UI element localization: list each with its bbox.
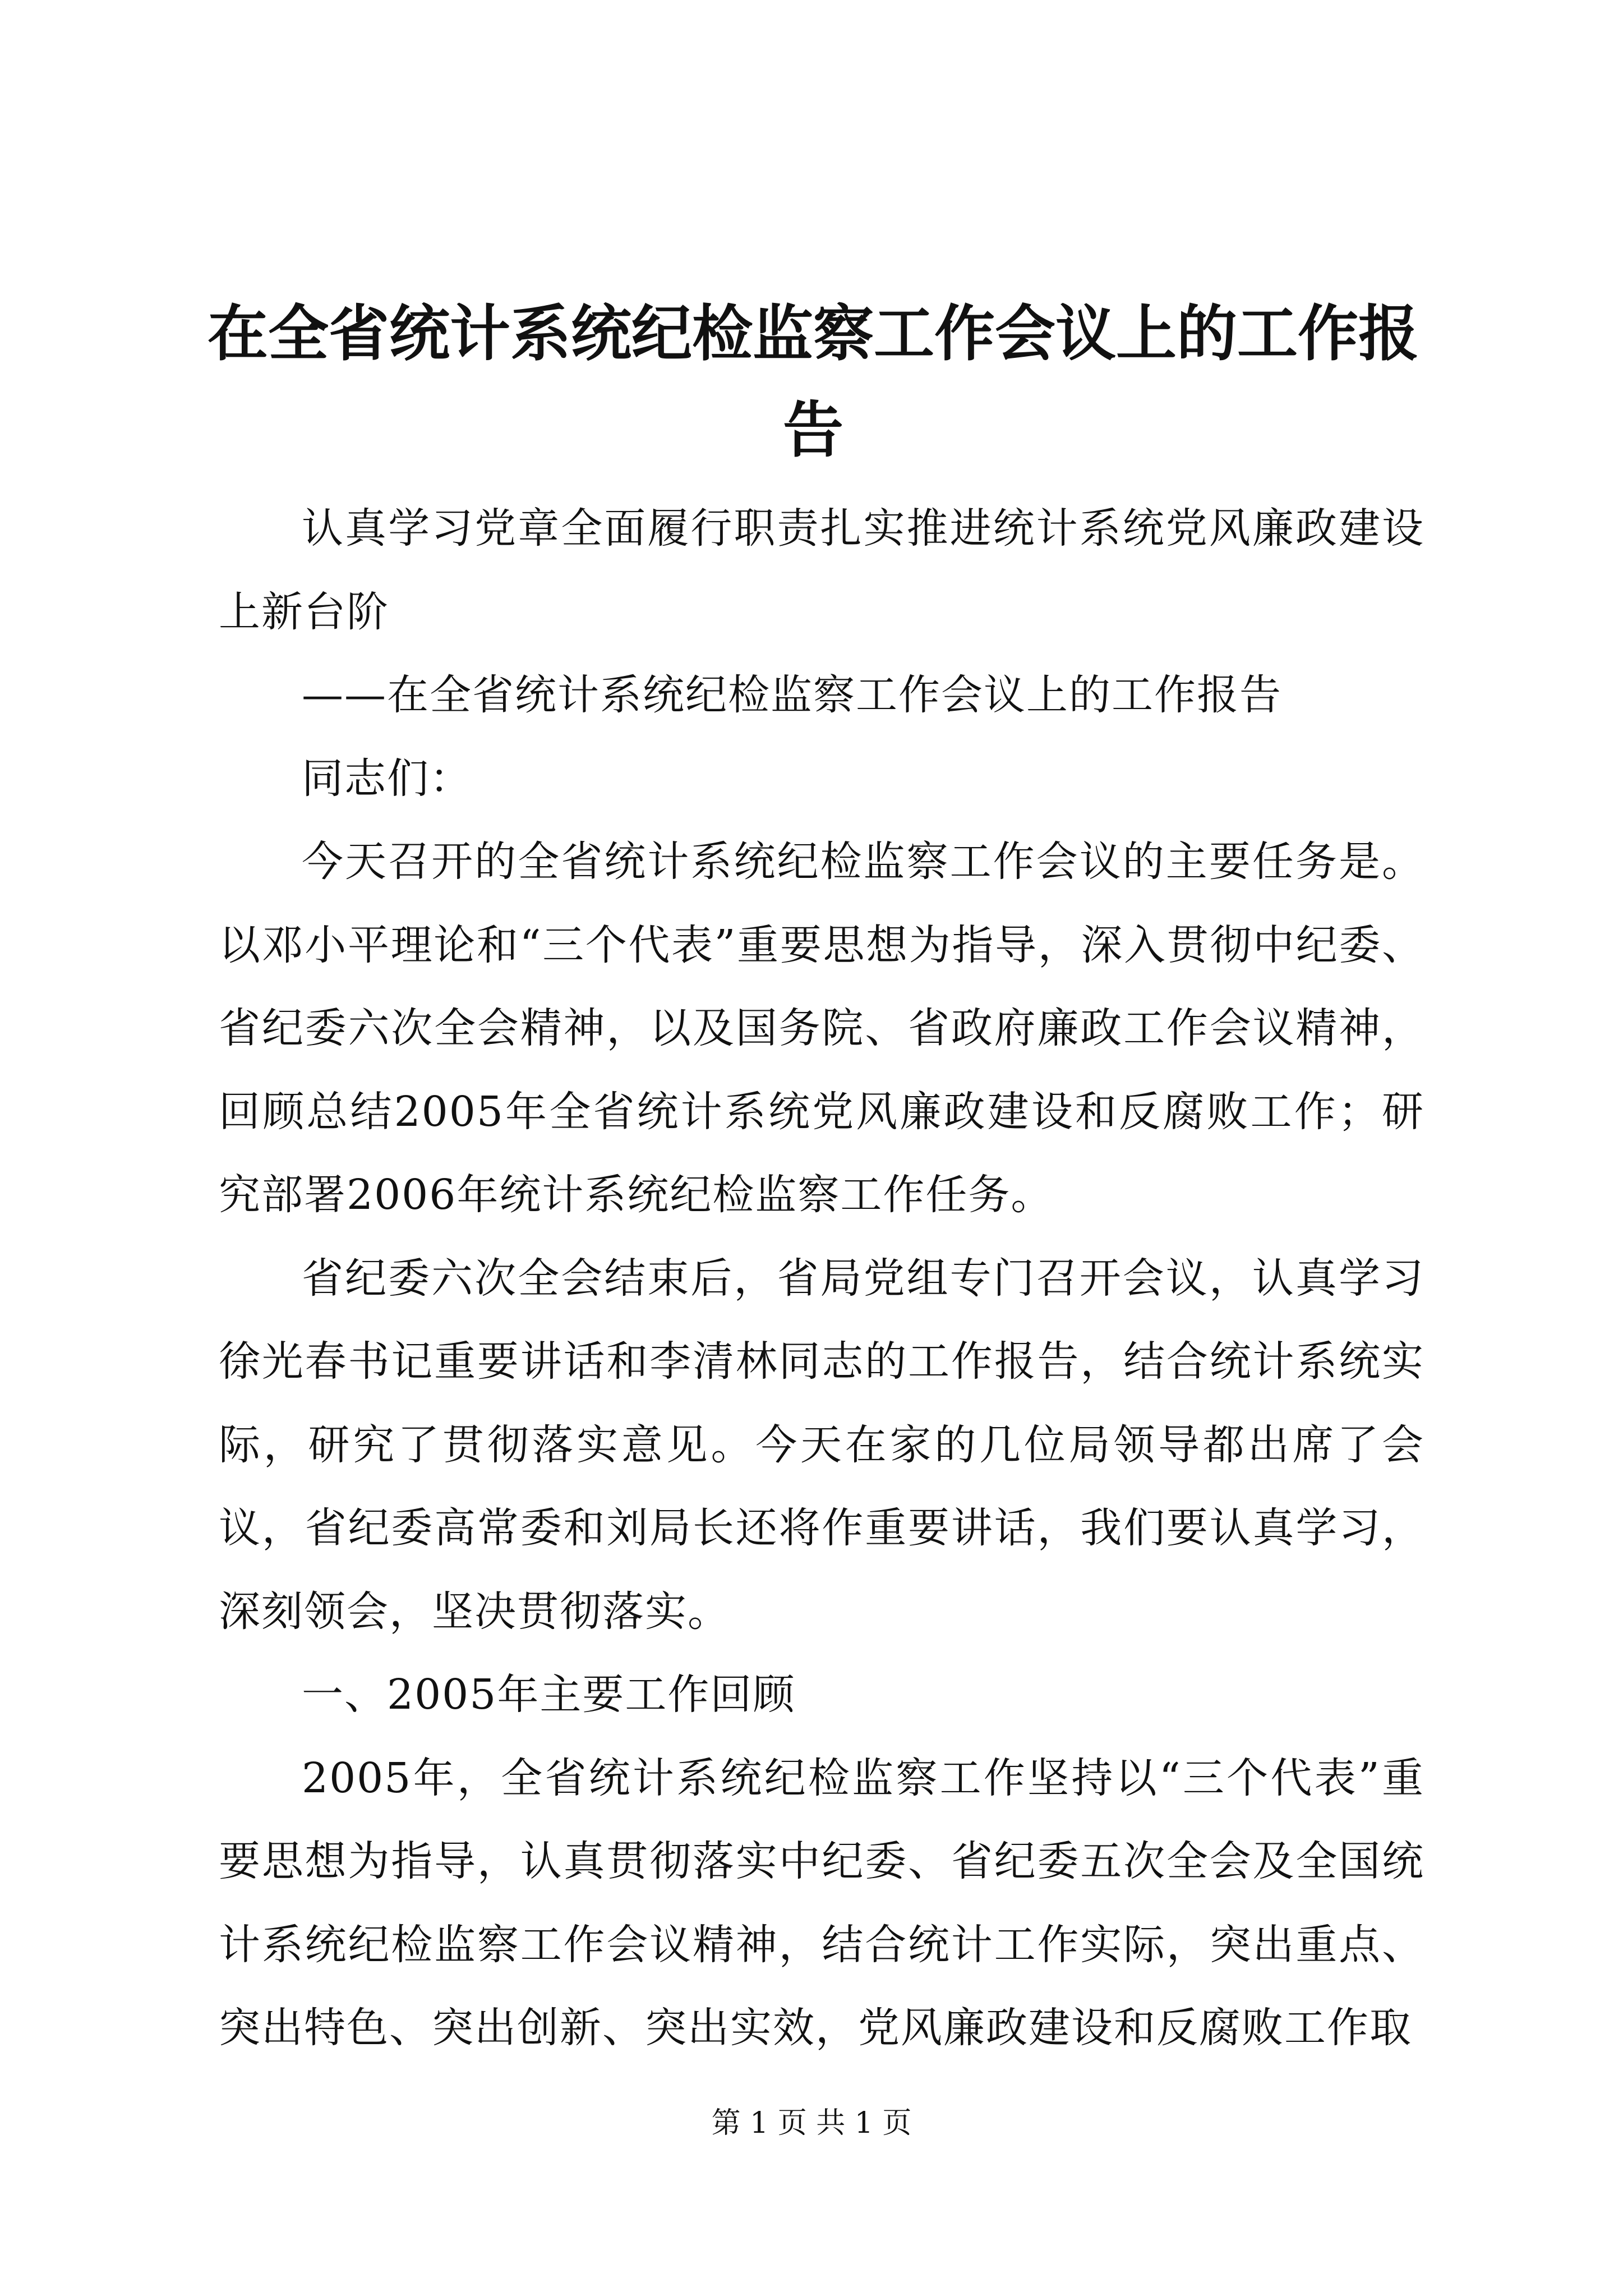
body-paragraph: 今天召开的全省统计系统纪检监察工作会议的主要任务是。以邓小平理论和“三个代表”重要思想为指导，深入贯彻中纪委、省纪委六次全会精神，以及国务院、省政府廉政工作会议精神，回顾总结2005年全省统计系统党风廉政建设和反腐败工作；研究部署2006年统计系统纪检监察工作任务。 xyxy=(219,838,1424,1219)
body-paragraph: 省纪委六次全会结束后，省局党组专门召开会议，认真学习徐光春书记重要讲话和李清林同志的工作报告，结合统计系统实际，研究了贯彻落实意见。今天在家的几位局领导都出席了会议，省纪委高常委和刘局长还将作重要讲话，我们要认真学习，深刻领会，坚决贯彻落实。 xyxy=(219,1254,1424,1636)
page-footer: 第 1 页 共 1 页 xyxy=(711,2106,912,2140)
salutation: 同志们： xyxy=(302,754,472,803)
body-paragraph: 2005年，全省统计系统纪检监察工作坚持以“三个代表”重要思想为指导，认真贯彻落实中纪委、省纪委五次全会及全国统计系统纪检监察工作会议精神，结合统计工作实际，突出重点、突出特色、突出创新、突出实效，党风廉政建设和反腐败工作取 xyxy=(219,1754,1424,2052)
section-heading: 一、2005年主要工作回顾 xyxy=(302,1671,796,1719)
subtitle-paragraph: 认真学习党章全面履行职责扎实推进统计系统党风廉政建设上新台阶 xyxy=(219,504,1424,636)
document-body xyxy=(219,487,1424,2070)
subtitle-dash-line: ——在全省统计系统纪检监察工作会议上的工作报告 xyxy=(302,671,1282,719)
document-title: 在全省统计系统纪检监察工作会议上的工作报告 xyxy=(208,299,1419,466)
